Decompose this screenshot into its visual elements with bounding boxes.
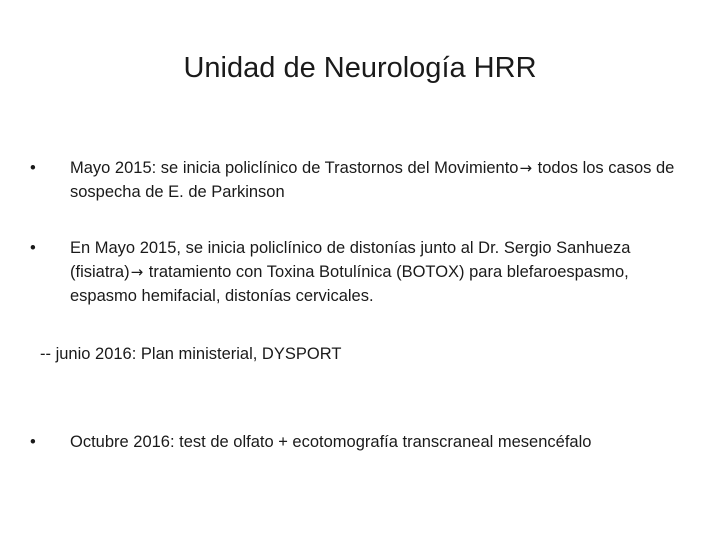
bullet-item-1 (26, 156, 686, 204)
slide-title: Unidad de Neurología HRR (183, 52, 537, 84)
bullet-text (70, 236, 686, 308)
bullet-dot: • (30, 433, 36, 451)
bullet-text: Octubre 2016: test de olfato + ecotomografía transcraneal mesencéfalo (70, 433, 592, 451)
bullet-text (70, 156, 686, 204)
bullet-text-after-arrow: tratamiento con Toxina Botulínica (BOTOX) para blefaroespasmo, espasmo hemifacial, distonías cervicales. (70, 263, 629, 305)
bullet-text-before-arrow: Mayo 2015: se inicia policlínico de Trastornos del Movimiento (70, 159, 519, 177)
bullet-text-after-arrow: todos los casos de sospecha de E. de Parkinson (70, 159, 675, 201)
arrow-icon: → (130, 263, 144, 281)
bullet-item-3 (26, 430, 686, 454)
arrow-icon: → (519, 159, 533, 177)
bullet-dot: • (30, 239, 36, 257)
bullet-dot: • (30, 159, 36, 177)
dash-line-item: -- junio 2016: Plan ministerial, DYSPORT (40, 345, 342, 363)
bullet-text-before-arrow: En Mayo 2015, se inicia policlínico de distonías junto al Dr. Sergio Sanhueza (fisiatra) (70, 239, 631, 281)
bullet-item-2 (26, 236, 686, 308)
